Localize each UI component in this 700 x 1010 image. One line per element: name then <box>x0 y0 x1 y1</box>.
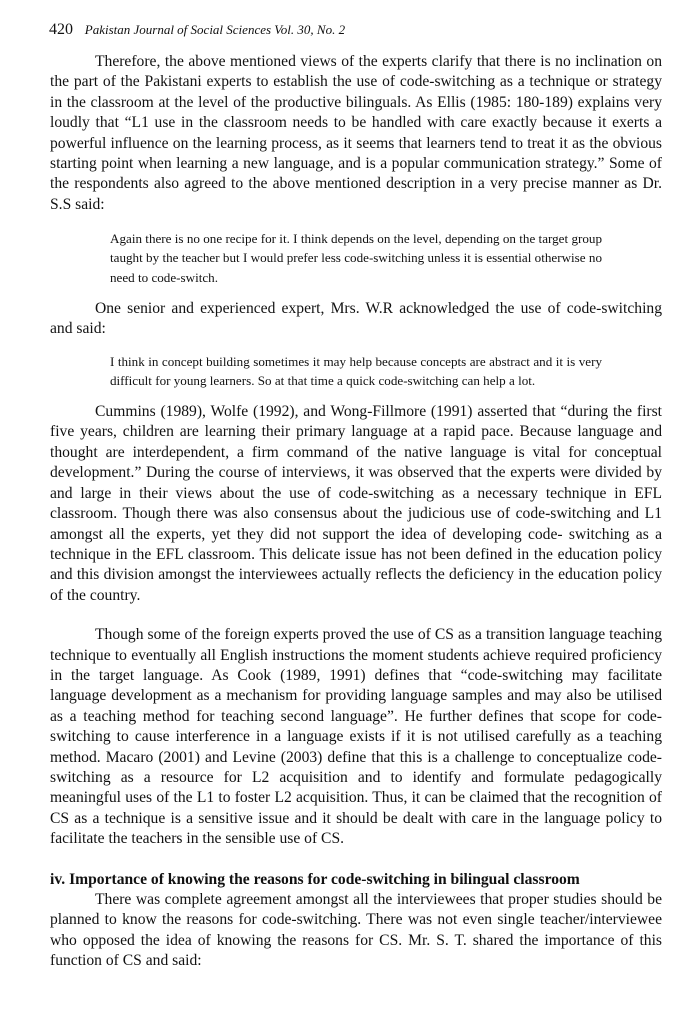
running-header <box>49 20 345 40</box>
body-paragraph: There was complete agreement amongst all the interviewees that proper studies should be planned to know the reasons for code-switching. There was not even single teacher/interviewee who opposed the idea of knowing the reasons for CS. Mr. S. T. shared the importance of this function of CS and said: <box>50 891 662 970</box>
article-body <box>50 52 662 972</box>
body-paragraph: Therefore, the above mentioned views of the experts clarify that there is no inclination on the part of the Pakistani experts to establish the use of code-switching as a technique or strategy in the classroom at the level of the productive bilinguals. As Ellis (1985: 180-189) explains very loudly that “L1 use in the classroom needs to be handled with care exactly because it exerts a powerful influence on the learning process, as it seems that learners tend to treat it as the obvious starting point when learning a new language, and is a popular communication strategy.” Some of the respondents also agreed to the above mentioned description in a very precise manner as Dr. S.S said: <box>50 53 662 213</box>
journal-title: Pakistan Journal of Social Sciences Vol. 30, No. 2 <box>84 22 346 37</box>
section-heading: iv. Importance of knowing the reasons for code-switching in bilingual classroom <box>50 870 580 888</box>
block-quote: Again there is no one recipe for it. I think depends on the level, depending on the target group taught by the teacher but I would prefer less code-switching unless it is essential otherwise no need to code-switch. <box>110 231 602 285</box>
block-quote: I think in concept building sometimes it may help because concepts are abstract and it is very difficult for young learners. So at that time a quick code-switching can help a lot. <box>110 353 602 388</box>
body-paragraph: One senior and experienced expert, Mrs. W.R acknowledged the use of code-switching and said: <box>50 299 662 338</box>
body-paragraph: Cummins (1989), Wolfe (1992), and Wong-Fillmore (1991) asserted that “during the first five years, children are learning their primary language at a rapid pace. Because language and thought are interdependent, a firm command of the native language is vital for conceptual development.” During the course of interviews, it was observed that the experts were divided by and large in their views about the use of code-switching as a necessary technique in EFL classroom. Though there was also consensus about the judicious use of code-switching and L1 amongst all the experts, yet they did not support the idea of developing code- switching as a technique in the EFL classroom. This delicate issue has not been defined in the education policy and this division amongst the interviewees actually reflects the deficiency in the education policy of the country. <box>50 403 662 604</box>
body-paragraph: Though some of the foreign experts proved the use of CS as a transition language teaching technique to eventually all English instructions the moment students achieve required proficiency in the target language. As Cook (1989, 1991) defines that “code-switching may facilitate language development as a mechanism for providing language samples and may also be utilised as a teaching method for teaching second language”. He further defines that scope for code- switching to cause interference in a language exists if it is not utilised carefully as a teaching method. Macaro (2001) and Levine (2003) define that this is a challenge to conceptualize code-switching as a resource for L2 acquisition and to identify and formulate pedagogically meaningful uses of the L1 to foster L2 acquisition. Thus, it can be claimed that the recognition of CS as a technique is a sensitive issue and it should be dealt with care in the language policy to facilitate the teachers in the sensible use of CS. <box>50 626 662 848</box>
page-number: 420 <box>49 21 73 38</box>
